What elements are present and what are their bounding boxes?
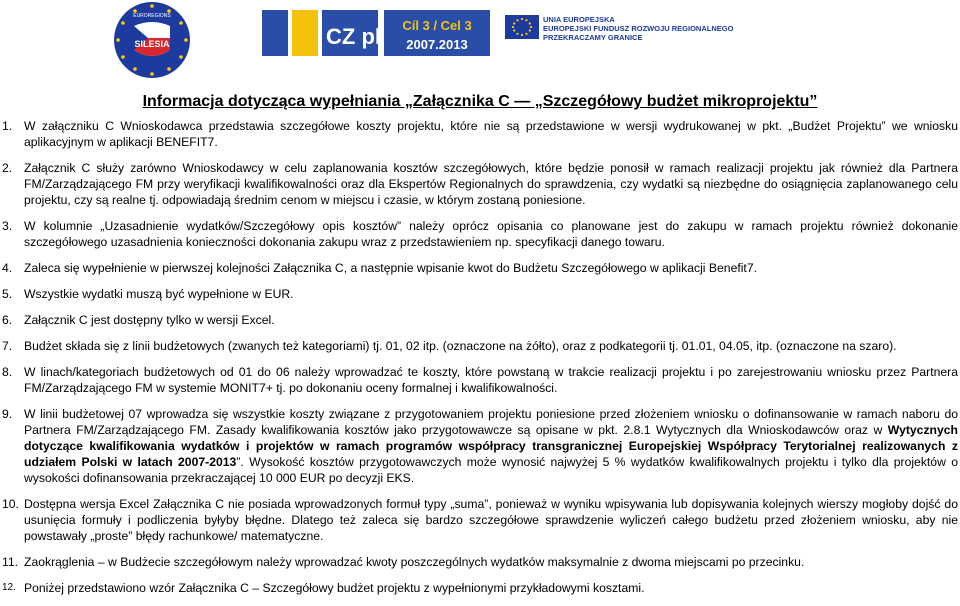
eu-union-text: UNIA EUROPEJSKA [543, 15, 615, 24]
czpl-cil-text: Cíl 3 / Cel 3 [402, 18, 472, 33]
item-number: 6. [2, 313, 13, 327]
page-title: Informacja dotycząca wypełniania „Załącznika C — „Szczegółowy budżet mikroprojektu” [142, 93, 818, 110]
item-number: 7. [2, 339, 13, 353]
item-text-bold: Wytycznych dotyczące kwalifikowania wydatków i projektów w ramach programów współpracy transgranicznej Europejskiej Współpracy Terytorialnej realizowanych z udziałem Polski w latach 2007-2013 [24, 423, 958, 469]
eu-slogan-text: PRZEKRACZAMY GRANICE [543, 33, 643, 42]
item-text-after: ”. Wysokość kosztów przygotowawczych może wynosić najwyżej 5 % wydatków kwalifikowalnych projektu i tylko dla projektów o wysokości dofinansowania przekraczającej 10 000 EUR po decyzji EKS. [24, 455, 958, 485]
cz-pl-programme-logo [262, 4, 494, 62]
item-number: 11. [2, 555, 19, 569]
item-text: Zaleca się wypełnienie w pierwszej kolejności Załącznika C, a następnie wpisanie kwot do Budżetu Szczegółowego w aplikacji Benefit7. [24, 261, 757, 275]
euroregion-top-text: EUROREGIONS [133, 13, 171, 19]
item-number: 4. [2, 261, 13, 275]
item-number: 2. [2, 161, 13, 175]
list-item [0, 496, 960, 544]
item-text: Załącznik C jest dostępny tylko w wersji Excel. [24, 313, 275, 327]
item-number: 9. [2, 407, 13, 421]
czpl-years-text: 2007.2013 [406, 37, 468, 52]
item-number: 12. [2, 582, 16, 593]
item-text: W załączniku C Wnioskodawca przedstawia szczegółowe koszty projektu, które nie są przedstawione w wersji wydrukowanej w pkt. „Budżet Projektu” we wniosku aplikacyjnym w aplikacji BENEFIT7. [24, 119, 958, 149]
item-text: W kolumnie „Uzasadnienie wydatków/Szczegółowy opis kosztów” należy oprócz opisania co planowane jest do zakupu w ramach projektu również dokonanie szczegółowego uzasadnienia konieczności dokonania zakupu wraz z przedstawieniem np. specyfikacji danego towaru. [24, 219, 958, 249]
item-text: Dostępna wersja Excel Załącznika C nie posiada wprowadzonych formuł typy „suma”, ponieważ w wyniku wpisywania lub dopisywania kolejnych wierszy mogłoby dojść do usunięcia formuły i podliczenia byłyby błędne. Dlatego też zaleca się bardzo szczegółowe sprawdzenie wyliczeń całego budżetu przed złożeniem wniosku, aby nie powstawały „proste” błędy rachunkowe/ matematyczne. [24, 497, 958, 543]
list-item [0, 118, 960, 150]
item-text: Budżet składa się z linii budżetowych (zwanych też kategoriami) tj. 01, 02 itp. (oznaczone na żółto), oraz z podkategorii tj. 01.01, 04.05, itp. (oznaczone na szaro). [24, 339, 897, 353]
item-number: 3. [2, 219, 13, 233]
item-number: 5. [2, 287, 13, 301]
list-item [0, 406, 960, 486]
item-text: Załącznik C służy zarówno Wnioskodawcy w celu zaplanowania kosztów szczegółowych, które będzie ponosił w ramach realizacji projektu jak również dla Partnera FM/Zarządzającego FM przy weryfikacji kwalifikowalności oraz dla Ekspertów Regionalnych do sprawdzenia, czy wydatki są niezbędne do osiągnięcia zaplanowanego celu projektu, czy są realne tj. odpowiadają średnim cenom w miejscu i czasie, w którym zostaną poniesione. [24, 161, 958, 207]
item-text-before: W linii budżetowej 07 wprowadza się wszystkie koszty związane z przygotowaniem projektu poniesione przed złożeniem wniosku o dofinansowanie w ramach naboru do Partnera FM/Zarządzającego FM. Zasady kwalifikowania kosztów jako przygotowawcze są opisane w pkt. 2.8.1 Wytycznych dla Wnioskodawców oraz w [24, 407, 958, 437]
list-item [0, 312, 960, 328]
eu-flag-icon [505, 15, 539, 39]
list-item [0, 260, 960, 276]
list-item [0, 364, 960, 396]
eu-logo-text [543, 15, 733, 42]
euroregion-name-text: SILESIA [134, 39, 170, 49]
item-text: Zaokrąglenia – w Budżecie szczegółowym należy wprowadzać kwoty poszczególnych wydatków maksymalnie z dwoma miejscami po przecinku. [24, 555, 805, 569]
czpl-mark-text: CZ pl [326, 24, 381, 49]
list-item [0, 580, 960, 596]
item-number: 1. [2, 119, 13, 133]
item-number: 10. [2, 497, 19, 511]
euroregion-silesia-logo [112, 0, 192, 80]
eu-fund-text: EUROPEJSKI FUNDUSZ ROZWOJU REGIONALNEGO [543, 24, 734, 33]
item-number: 8. [2, 365, 13, 379]
item-text: Wszystkie wydatki muszą być wypełnione w EUR. [24, 287, 294, 301]
list-item [0, 554, 960, 570]
list-item [0, 160, 960, 208]
instructions-list [0, 118, 960, 606]
eu-erdf-logo [505, 13, 734, 53]
list-item [0, 218, 960, 250]
list-item [0, 286, 960, 302]
item-text: W linach/kategoriach budżetowych od 01 do 06 należy wprowadzać te koszty, które powstaną w trakcie realizacji projektu i po zarejestrowaniu wniosku przez Partnera FM/Zarządzającego FM w systemie MONIT7+ tj. po dokonaniu oceny formalnej i kwalifikowalności. [24, 365, 958, 395]
item-text: Poniżej przedstawiono wzór Załącznika C – Szczegółowy budżet projektu z wypełnionymi przykładowymi kosztami. [24, 581, 645, 595]
list-item [0, 338, 960, 354]
